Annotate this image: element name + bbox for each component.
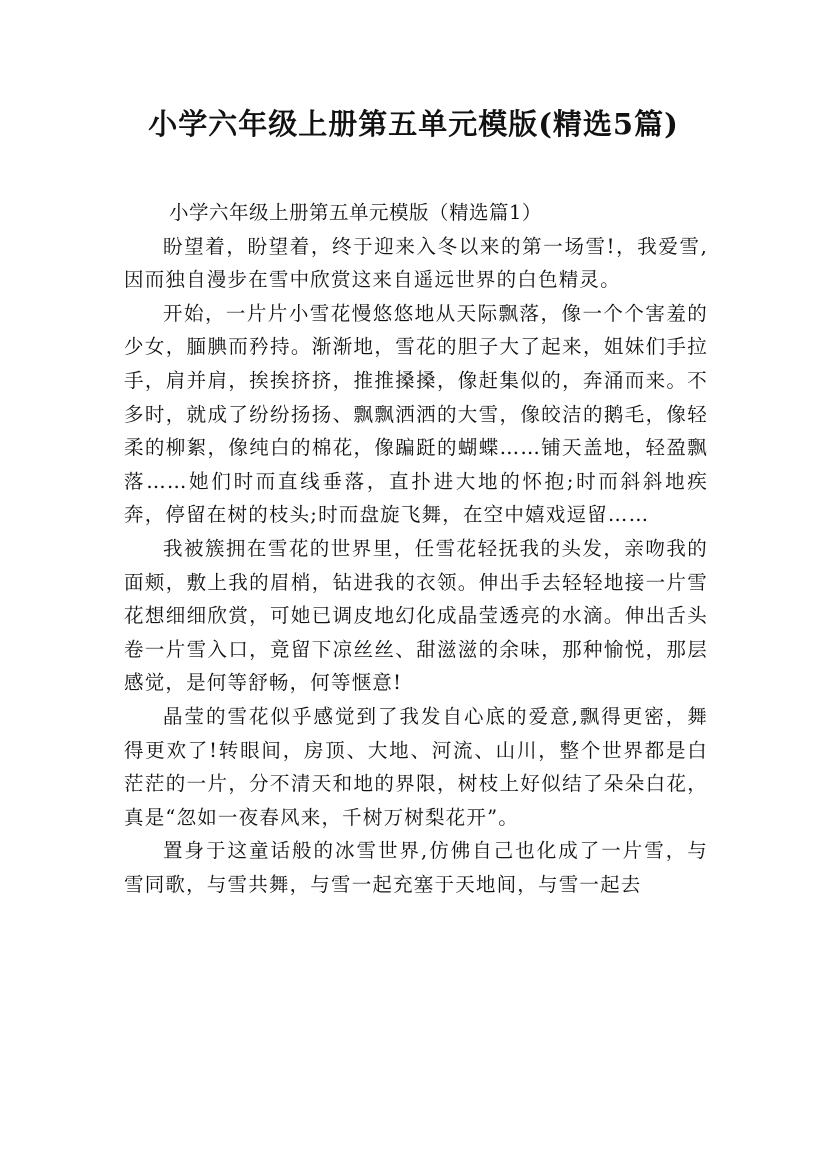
- section-heading: 小学六年级上册第五单元模版（精选篇1）: [169, 201, 542, 224]
- document-body: [124, 196, 708, 901]
- paragraph-2: 开始，一片片小雪花慢悠悠地从天际飘落，像一个个害羞的少女，腼腆而矜持。渐渐地，雪花的胆子大了起来，姐妹们手拉手，肩并肩，挨挨挤挤，推推搡搡，像赶集似的，奔涌而来。不多时，就成了纷纷扬扬、飘飘洒洒的大雪，像皎洁的鹅毛，像轻柔的柳絮，像纯白的棉花，像蹁跹的蝴蝶……铺天盖地，轻盈飘落……她们时而直线垂落，直扑进大地的怀抱;时而斜斜地疾奔，停留在树的枝头;时而盘旋飞舞，在空中嬉戏逗留……: [124, 301, 708, 527]
- paragraph-5: 置身于这童话般的冰雪世界,仿佛自己也化成了一片雪，与雪同歌，与雪共舞，与雪一起充塞于天地间，与雪一起去: [124, 839, 708, 896]
- paragraph-3: 我被簇拥在雪花的世界里，任雪花轻抚我的头发，亲吻我的面颊，敷上我的眉梢，钻进我的衣领。伸出手去轻轻地接一片雪花想细细欣赏，可她已调皮地幻化成晶莹透亮的水滴。伸出舌头卷一片雪入口，竟留下凉丝丝、甜滋滋的余味，那种愉悦，那层感觉，是何等舒畅，何等惬意!: [124, 536, 708, 695]
- document-title: 小学六年级上册第五单元模版(精选5篇): [148, 107, 679, 141]
- paragraph-1: 盼望着，盼望着，终于迎来入冬以来的第一场雪!，我爱雪,因而独自漫步在雪中欣赏这来自遥远世界的白色精灵。: [124, 234, 708, 292]
- paragraph-4: 晶莹的雪花似乎感觉到了我发自心底的爱意,飘得更密，舞得更欢了!转眼间，房顶、大地、河流、山川，整个世界都是白茫茫的一片，分不清天和地的界限，树枝上好似结了朵朵白花，真是“忽如一夜春风来，千树万树梨花开”。: [124, 704, 708, 829]
